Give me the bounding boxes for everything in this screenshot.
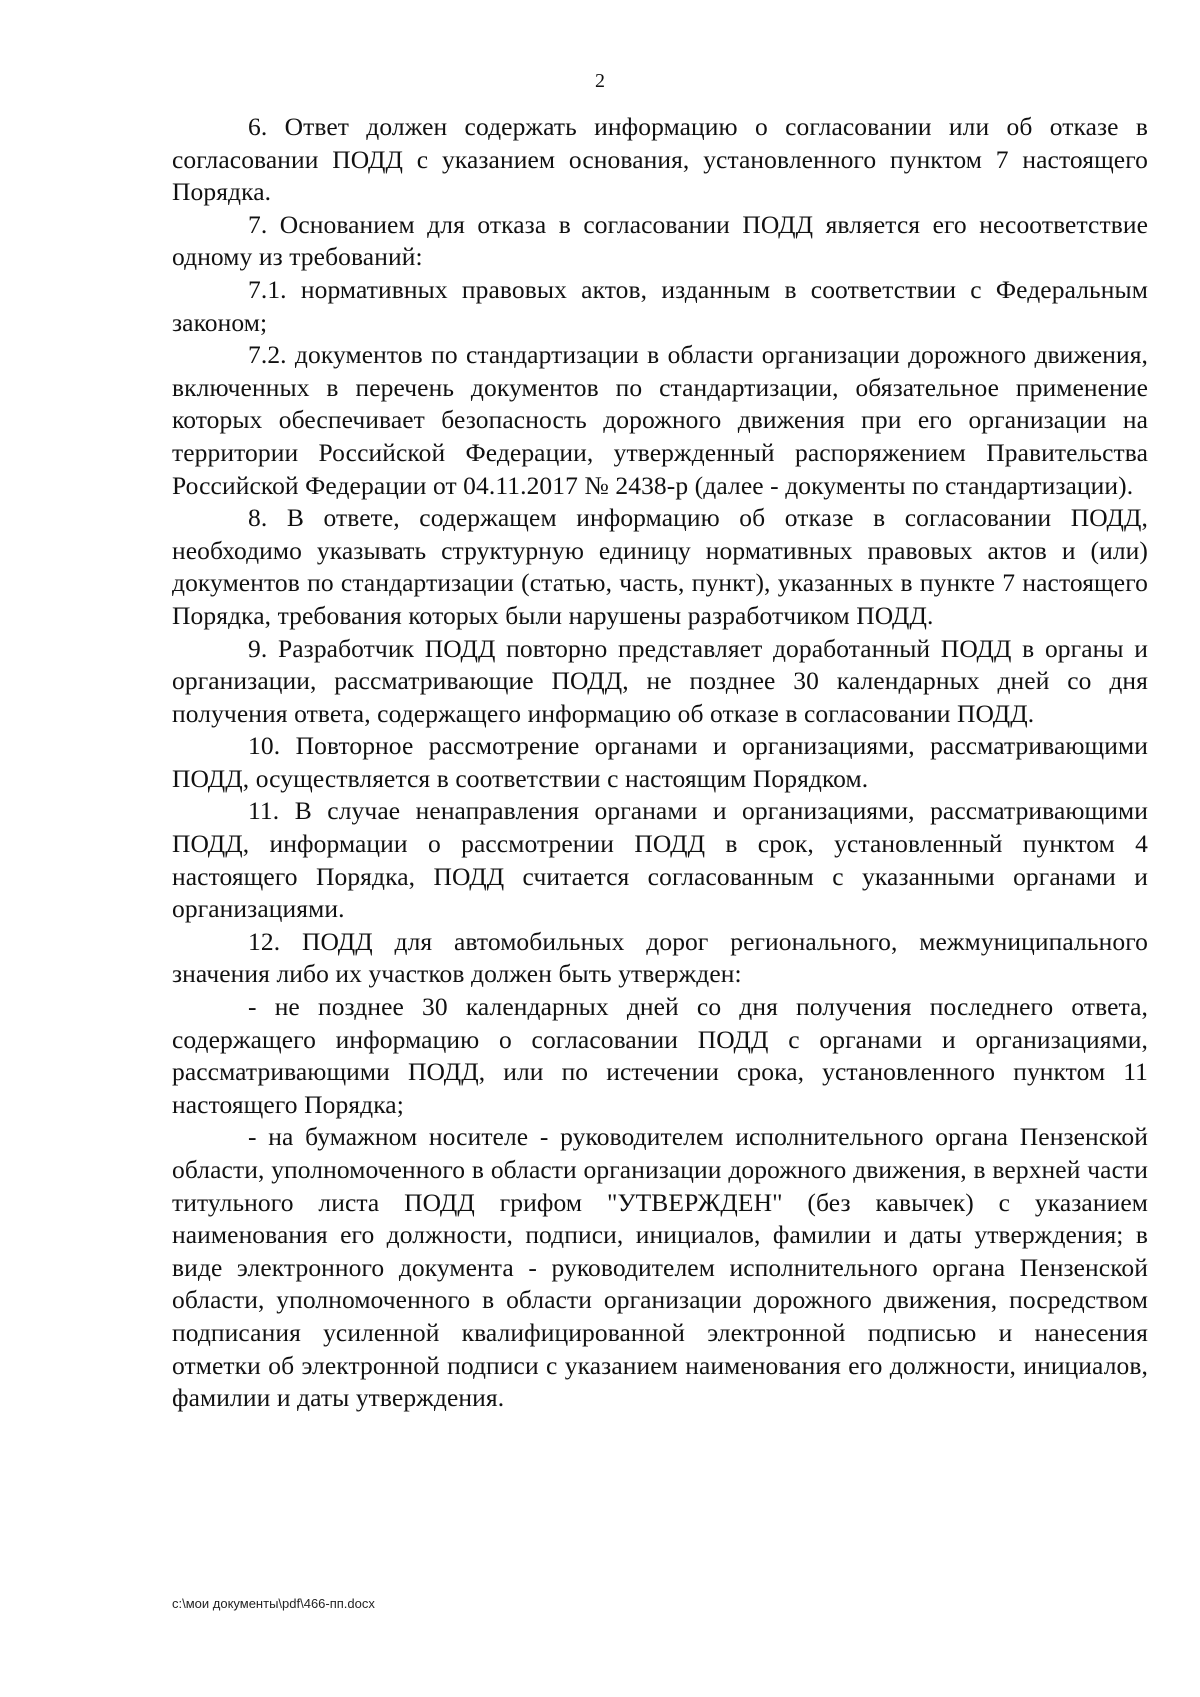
page-number: 2 (595, 70, 605, 92)
paragraph-6: 6. Ответ должен содержать информацию о согласовании или об отказе в согласовании ПОДД с указанием основания, установленного пунктом 7 настоящего Порядка. (172, 112, 1148, 207)
document-body (172, 111, 1148, 1415)
paragraph-8: 8. В ответе, содержащем информацию об отказе в согласовании ПОДД, необходимо указывать структурную единицу нормативных правовых актов и (или) документов по стандартизации (статью, часть, пункт), указанных в пункте 7 настоящего Порядка, требования которых были нарушены разработчиком ПОДД. (172, 503, 1148, 630)
paragraph-7: 7. Основанием для отказа в согласовании ПОДД является его несоответствие одному из требований: (172, 209, 1148, 272)
paragraph-12-item-1: - не позднее 30 календарных дней со дня получения последнего ответа, содержащего информацию о согласовании ПОДД с органами и организациями, рассматривающими ПОДД, или по истечении срока, установленного пунктом 11 настоящего Порядка; (172, 992, 1148, 1119)
paragraph-11: 11. В случае ненаправления органами и организациями, рассматривающими ПОДД, информации о рассмотрении ПОДД в срок, установленный пунктом 4 настоящего Порядка, ПОДД считается согласованным с указанными органами и организациями. (172, 796, 1148, 924)
paragraph-12: 12. ПОДД для автомобильных дорог регионального, межмуниципального значения либо их участков должен быть утвержден: (172, 926, 1148, 989)
paragraph-12-item-2: - на бумажном носителе - руководителем исполнительного органа Пензенской области, уполномоченного в области организации дорожного движения, в верхней части титульного листа ПОДД грифом "УТВЕРЖДЕН" (без кавычек) с указанием наименования его должности, подписи, инициалов, фамилии и даты утверждения; в виде электронного документа - руководителем исполнительного органа Пензенской области, уполномоченного в области организации дорожного движения, посредством подписания усиленной квалифицированной электронной подписью и нанесения отметки об электронной подписи с указанием наименования его должности, инициалов, фамилии и даты утверждения. (172, 1122, 1148, 1413)
paragraph-7-2: 7.2. документов по стандартизации в области организации дорожного движения, включенных в перечень документов по стандартизации, обязательное применение которых обеспечивает безопасность дорожного движения при его организации на территории Российской Федерации, утвержденный распоряжением Правительства Российской Федерации от 04.11.2017 № 2438-р (далее - документы по стандартизации). (172, 340, 1148, 500)
paragraph-9: 9. Разработчик ПОДД повторно представляет доработанный ПОДД в органы и организации, рассматривающие ПОДД, не позднее 30 календарных дней со дня получения ответа, содержащего информацию об отказе в согласовании ПОДД. (172, 633, 1148, 728)
paragraph-10: 10. Повторное рассмотрение органами и организациями, рассматривающими ПОДД, осуществляется в соответствии с настоящим Порядком. (172, 731, 1148, 793)
footer-file-path: c:\мои документы\pdf\466-пп.docx (172, 1596, 375, 1611)
paragraph-7-1: 7.1. нормативных правовых актов, изданным в соответствии с Федеральным законом; (172, 274, 1148, 337)
